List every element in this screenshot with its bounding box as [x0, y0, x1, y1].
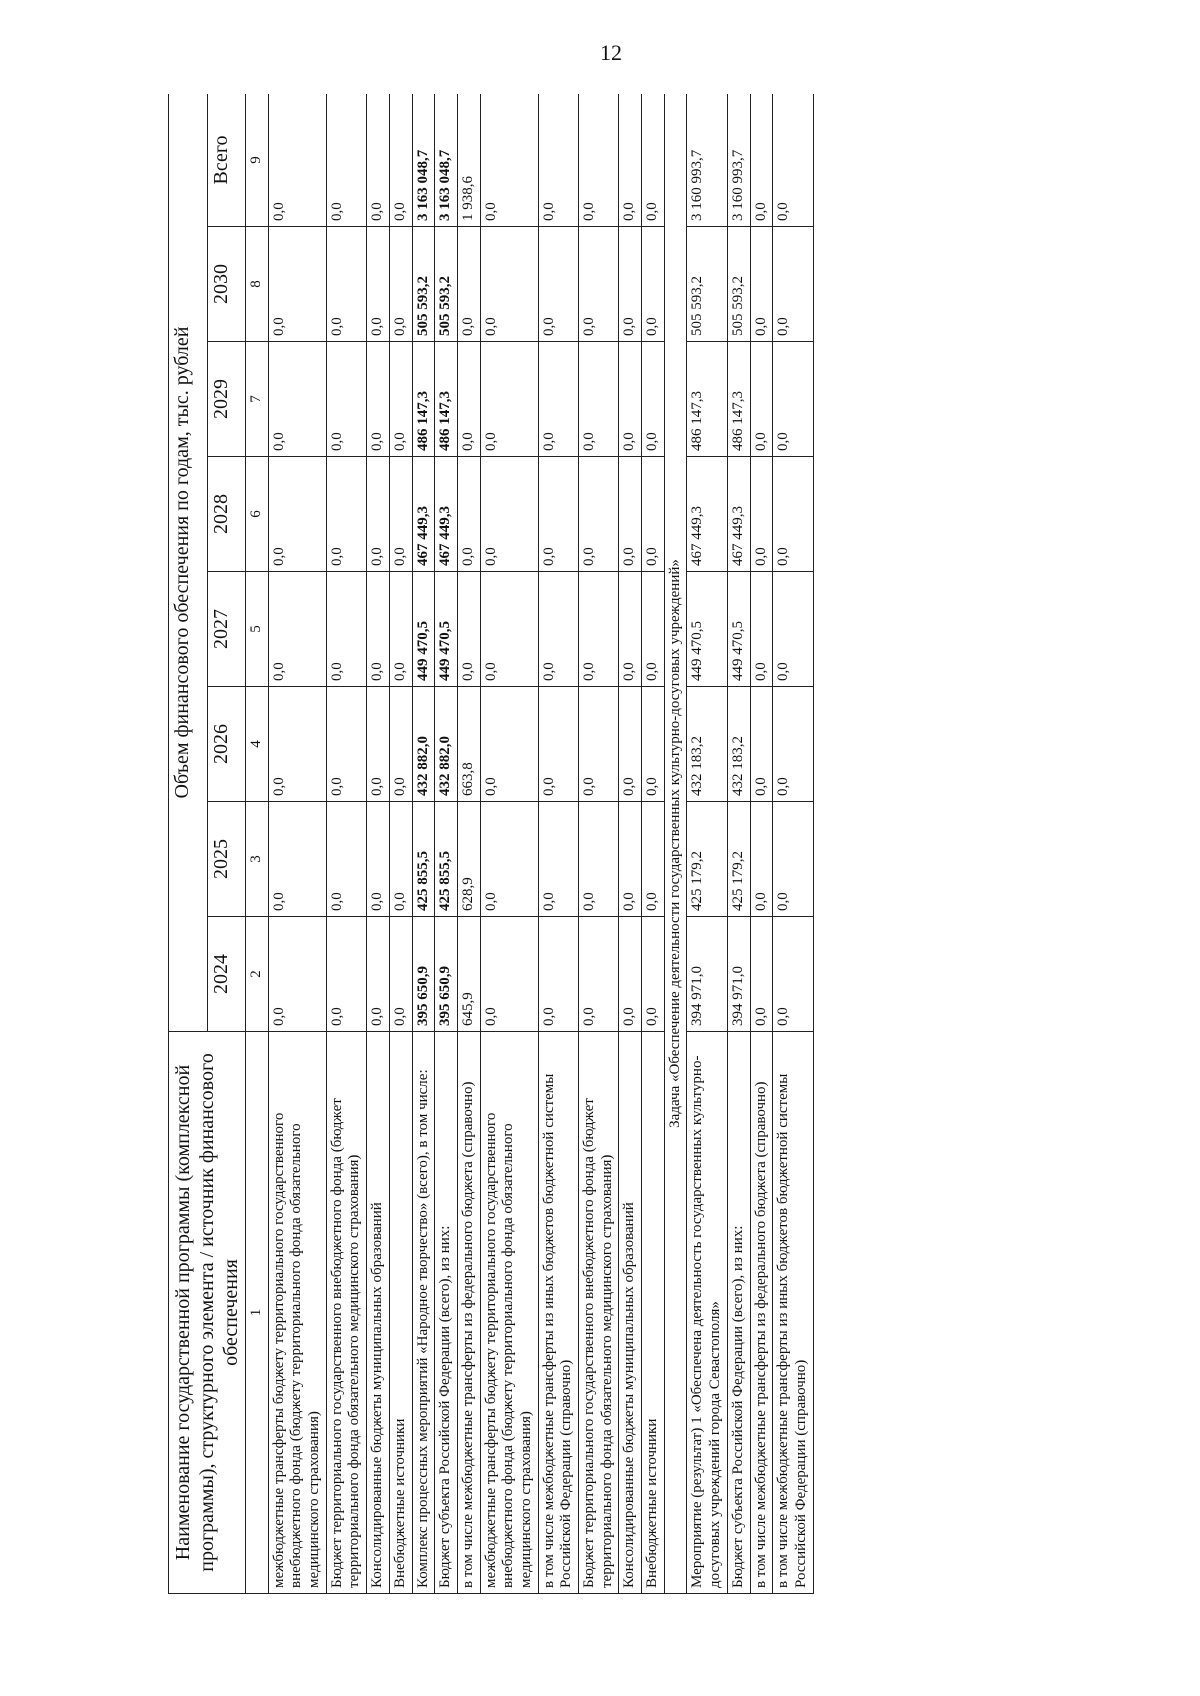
header-name-column: Наименование государственной программы (комплексной программы), структурного элемента / источник финансового обеспечения	[169, 1032, 246, 1594]
row-value: 0,0	[642, 917, 665, 1032]
row-name: в том числе межбюджетные трансферты из федерального бюджета (справочно)	[750, 1032, 773, 1594]
task-row	[664, 94, 687, 1594]
row-value: 0,0	[480, 342, 538, 457]
row-value: 0,0	[457, 227, 480, 342]
table-row	[727, 94, 750, 1594]
table-row	[538, 94, 578, 1594]
row-value-total: 0,0	[480, 94, 538, 227]
row-value: 0,0	[642, 572, 665, 687]
row-value: 0,0	[326, 917, 366, 1032]
table-row	[389, 94, 412, 1594]
row-value: 0,0	[750, 687, 773, 802]
header-year: 2024	[207, 917, 246, 1032]
row-value: 0,0	[367, 687, 390, 802]
row-value: 0,0	[457, 457, 480, 572]
row-value: 0,0	[389, 227, 412, 342]
table-row	[435, 94, 458, 1594]
rotated-table-container	[168, 94, 1118, 1594]
row-value-total: 0,0	[773, 94, 813, 227]
row-value: 0,0	[773, 457, 813, 572]
row-value: 0,0	[268, 572, 326, 687]
row-value: 0,0	[773, 227, 813, 342]
header-year: 2026	[207, 687, 246, 802]
row-value: 0,0	[268, 457, 326, 572]
row-value: 0,0	[642, 802, 665, 917]
table-row	[642, 94, 665, 1594]
row-value-total: 0,0	[268, 94, 326, 227]
row-value: 0,0	[457, 342, 480, 457]
row-value: 449 470,5	[412, 572, 435, 687]
row-value-total: 3 160 993,7	[687, 94, 727, 227]
row-value: 394 971,0	[687, 917, 727, 1032]
row-value: 0,0	[389, 457, 412, 572]
row-name: межбюджетные трансферты бюджету территориального государственного внебюджетного фонда (бюджету территориального фонда обязательного медицинского страхования)	[268, 1032, 326, 1594]
row-value: 505 593,2	[435, 227, 458, 342]
row-value: 486 147,3	[727, 342, 750, 457]
row-name: Бюджет субъекта Российской Федерации (всего), из них:	[435, 1032, 458, 1594]
table-body-section-1	[268, 94, 664, 1594]
row-value: 0,0	[389, 687, 412, 802]
column-number: 4	[246, 687, 269, 802]
row-name: в том числе межбюджетные трансферты из федерального бюджета (справочно)	[457, 1032, 480, 1594]
row-value: 0,0	[619, 457, 642, 572]
header-volume-column: Объем финансового обеспечения по годам, тыс. рублей	[169, 94, 208, 1032]
row-value: 0,0	[773, 687, 813, 802]
row-value: 0,0	[579, 572, 619, 687]
row-name: Консолидированные бюджеты муниципальных образований	[619, 1032, 642, 1594]
row-value: 0,0	[619, 802, 642, 917]
row-value: 0,0	[642, 457, 665, 572]
task-title: Задача «Обеспечение деятельности государственных культурно-досуговых учреждений»	[664, 94, 687, 1594]
row-value: 395 650,9	[412, 917, 435, 1032]
row-value: 0,0	[750, 227, 773, 342]
row-value: 0,0	[750, 572, 773, 687]
row-value: 628,9	[457, 802, 480, 917]
row-name: Внебюджетные источники	[389, 1032, 412, 1594]
row-value: 0,0	[642, 227, 665, 342]
row-value: 0,0	[579, 687, 619, 802]
row-name: Комплекс процессных мероприятий «Народное творчество» (всего), в том числе:	[412, 1032, 435, 1594]
row-value: 0,0	[538, 917, 578, 1032]
header-year: 2028	[207, 457, 246, 572]
column-number: 9	[246, 94, 269, 227]
row-name: Бюджет территориального государственного внебюджетного фонда (бюджет территориального фонда обязательного медицинского страхования)	[326, 1032, 366, 1594]
page-number: 12	[600, 40, 622, 65]
row-value: 0,0	[538, 572, 578, 687]
row-value-total: 0,0	[619, 94, 642, 227]
row-value: 0,0	[773, 342, 813, 457]
row-name: Консолидированные бюджеты муниципальных образований	[367, 1032, 390, 1594]
row-value-total: 0,0	[642, 94, 665, 227]
row-name: Бюджет территориального государственного внебюджетного фонда (бюджет территориального фонда обязательного медицинского страхования)	[579, 1032, 619, 1594]
row-value-total: 3 163 048,7	[412, 94, 435, 227]
row-value: 0,0	[268, 687, 326, 802]
header-year: 2030	[207, 227, 246, 342]
row-value: 0,0	[367, 227, 390, 342]
header-row-top	[169, 94, 208, 1594]
row-value: 0,0	[750, 457, 773, 572]
table-row	[480, 94, 538, 1594]
row-value: 486 147,3	[412, 342, 435, 457]
row-value: 0,0	[389, 342, 412, 457]
column-number: 7	[246, 342, 269, 457]
row-value: 432 882,0	[435, 687, 458, 802]
row-value: 0,0	[538, 687, 578, 802]
row-value: 0,0	[326, 687, 366, 802]
row-name: межбюджетные трансферты бюджету территориального государственного внебюджетного фонда (бюджету территориального фонда обязательного медицинского страхования)	[480, 1032, 538, 1594]
header-year: 2029	[207, 342, 246, 457]
row-value: 663,8	[457, 687, 480, 802]
row-value: 0,0	[457, 572, 480, 687]
row-value: 0,0	[367, 802, 390, 917]
row-value: 432 183,2	[687, 687, 727, 802]
row-name: в том числе межбюджетные трансферты из иных бюджетов бюджетной системы Российской Федерации (справочно)	[773, 1032, 813, 1594]
row-value-total: 3 163 048,7	[435, 94, 458, 227]
row-value: 467 449,3	[687, 457, 727, 572]
row-value: 0,0	[750, 802, 773, 917]
column-number: 6	[246, 457, 269, 572]
row-value: 0,0	[367, 457, 390, 572]
table-row	[773, 94, 813, 1594]
row-value: 0,0	[326, 802, 366, 917]
row-value: 425 179,2	[687, 802, 727, 917]
row-value: 0,0	[389, 572, 412, 687]
row-value: 467 449,3	[727, 457, 750, 572]
row-value: 0,0	[480, 227, 538, 342]
row-value: 0,0	[619, 917, 642, 1032]
column-number: 3	[246, 802, 269, 917]
table-row	[326, 94, 366, 1594]
column-number: 2	[246, 917, 269, 1032]
row-name: в том числе межбюджетные трансферты из иных бюджетов бюджетной системы Российской Федерации (справочно)	[538, 1032, 578, 1594]
row-value-total: 0,0	[750, 94, 773, 227]
row-value: 425 179,2	[727, 802, 750, 917]
row-value: 0,0	[367, 342, 390, 457]
row-value: 425 855,5	[435, 802, 458, 917]
row-value: 394 971,0	[727, 917, 750, 1032]
row-value: 0,0	[773, 572, 813, 687]
row-value: 449 470,5	[687, 572, 727, 687]
table-body-task	[664, 94, 687, 1594]
row-value: 0,0	[480, 802, 538, 917]
row-value: 449 470,5	[727, 572, 750, 687]
row-value: 0,0	[389, 802, 412, 917]
row-value: 0,0	[619, 687, 642, 802]
row-value: 0,0	[326, 457, 366, 572]
row-name: Бюджет субъекта Российской Федерации (всего), из них:	[727, 1032, 750, 1594]
row-value: 0,0	[750, 917, 773, 1032]
financing-table	[168, 94, 814, 1594]
table-row	[367, 94, 390, 1594]
row-value: 0,0	[268, 227, 326, 342]
row-value: 0,0	[367, 917, 390, 1032]
row-value: 645,9	[457, 917, 480, 1032]
row-value: 467 449,3	[412, 457, 435, 572]
row-value: 432 183,2	[727, 687, 750, 802]
row-value: 486 147,3	[435, 342, 458, 457]
row-value: 0,0	[480, 917, 538, 1032]
row-value: 0,0	[579, 342, 619, 457]
row-value-total: 0,0	[538, 94, 578, 227]
column-number: 5	[246, 572, 269, 687]
table-viewport	[168, 94, 1118, 1594]
row-value: 0,0	[538, 342, 578, 457]
row-value: 0,0	[480, 687, 538, 802]
row-value: 0,0	[326, 342, 366, 457]
header-row-column-numbers	[246, 94, 269, 1594]
table-body-section-2	[687, 94, 813, 1594]
row-value: 0,0	[579, 227, 619, 342]
row-value: 0,0	[642, 342, 665, 457]
row-value: 0,0	[619, 227, 642, 342]
row-value: 0,0	[538, 227, 578, 342]
row-name: Мероприятие (результат) 1 «Обеспечена деятельность государственных культурно-досуговых учреждений города Севастополя»	[687, 1032, 727, 1594]
row-value: 486 147,3	[687, 342, 727, 457]
row-value: 0,0	[538, 457, 578, 572]
row-value-total: 3 160 993,7	[727, 94, 750, 227]
row-value: 0,0	[579, 917, 619, 1032]
header-year: 2027	[207, 572, 246, 687]
table-row	[412, 94, 435, 1594]
table-row	[268, 94, 326, 1594]
row-value: 0,0	[326, 572, 366, 687]
row-value: 0,0	[619, 342, 642, 457]
row-value: 432 882,0	[412, 687, 435, 802]
table-row	[457, 94, 480, 1594]
row-value: 395 650,9	[435, 917, 458, 1032]
row-value: 0,0	[389, 917, 412, 1032]
row-value: 0,0	[773, 802, 813, 917]
row-value: 425 855,5	[412, 802, 435, 917]
row-value: 0,0	[579, 802, 619, 917]
row-value: 0,0	[480, 457, 538, 572]
table-row	[687, 94, 727, 1594]
row-value: 0,0	[538, 802, 578, 917]
row-value: 0,0	[642, 687, 665, 802]
table-row	[619, 94, 642, 1594]
row-value-total: 1 938,6	[457, 94, 480, 227]
row-value: 0,0	[750, 342, 773, 457]
row-value-total: 0,0	[579, 94, 619, 227]
row-value-total: 0,0	[389, 94, 412, 227]
header-year: 2025	[207, 802, 246, 917]
row-value: 0,0	[326, 227, 366, 342]
row-value-total: 0,0	[326, 94, 366, 227]
row-value: 505 593,2	[687, 227, 727, 342]
row-value: 505 593,2	[412, 227, 435, 342]
row-value: 0,0	[268, 342, 326, 457]
row-name: Внебюджетные источники	[642, 1032, 665, 1594]
column-number: 8	[246, 227, 269, 342]
row-value: 0,0	[367, 572, 390, 687]
header-year-total: Всего	[207, 94, 246, 227]
row-value-total: 0,0	[367, 94, 390, 227]
row-value: 467 449,3	[435, 457, 458, 572]
table-row	[579, 94, 619, 1594]
column-number: 1	[246, 1032, 269, 1594]
row-value: 0,0	[773, 917, 813, 1032]
row-value: 0,0	[268, 802, 326, 917]
row-value: 505 593,2	[727, 227, 750, 342]
table-row	[750, 94, 773, 1594]
row-value: 0,0	[480, 572, 538, 687]
row-value: 0,0	[268, 917, 326, 1032]
row-value: 0,0	[619, 572, 642, 687]
row-value: 0,0	[579, 457, 619, 572]
row-value: 449 470,5	[435, 572, 458, 687]
